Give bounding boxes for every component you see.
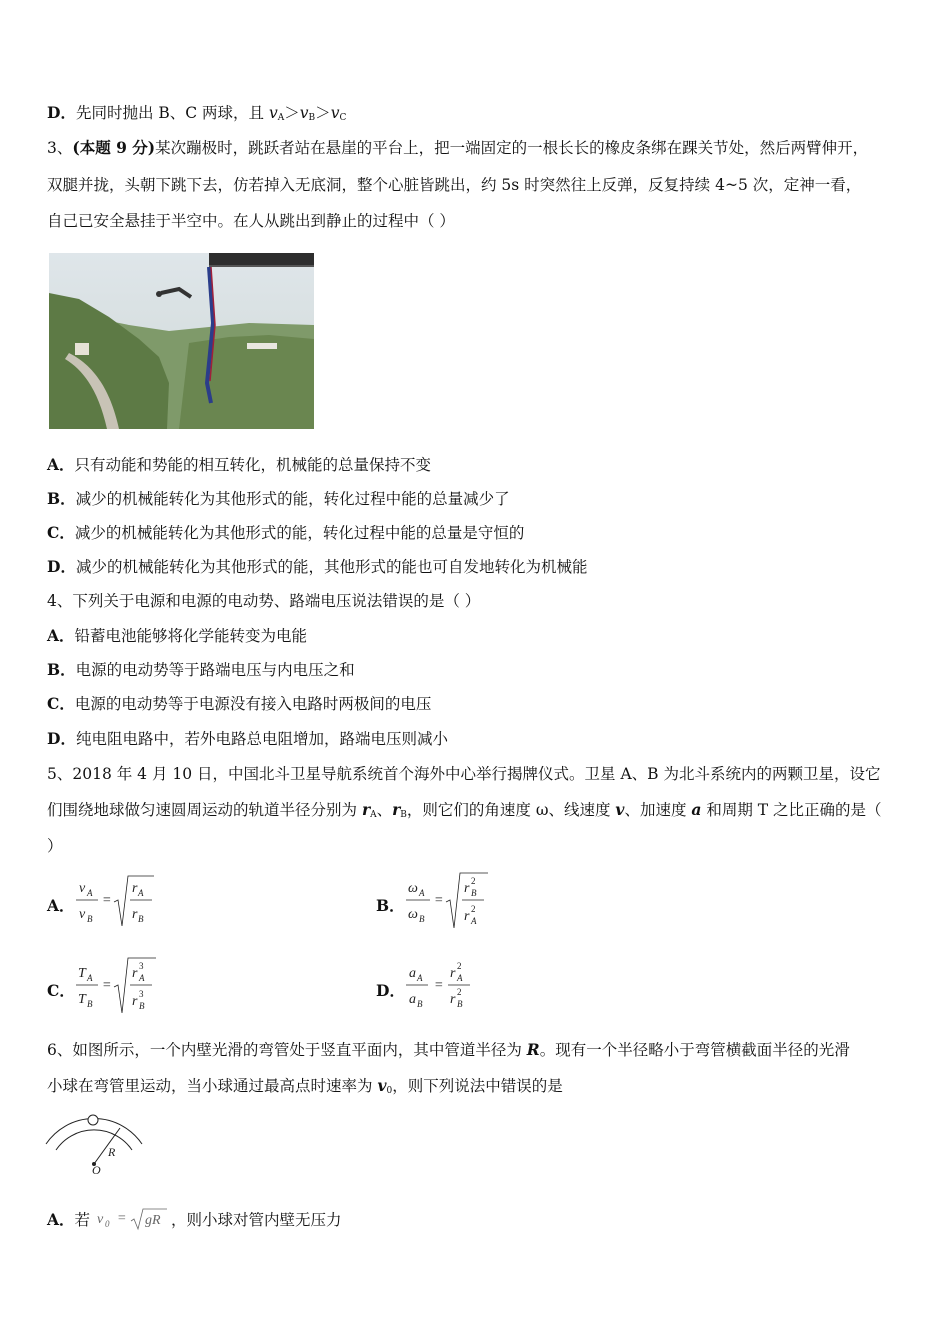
- svg-text:R: R: [108, 1145, 116, 1159]
- q3-option-b: B．减少的机械能转化为其他形式的能，转化过程中能的总量减少了: [47, 489, 510, 508]
- svg-text:A: A: [419, 888, 425, 898]
- q2-option-d: D．先同时抛出 B、C 两球，且 $v_A>v_B>v_C$: [47, 103, 347, 123]
- svg-text:A: A: [471, 916, 477, 926]
- svg-text:B: B: [417, 999, 423, 1009]
- svg-text:B: B: [457, 999, 463, 1009]
- q3-option-a: A．只有动能和势能的相互转化，机械能的总量保持不变: [47, 455, 432, 474]
- svg-text:B: B: [87, 914, 93, 924]
- svg-text:a: a: [409, 992, 416, 1007]
- svg-text:=: =: [102, 978, 112, 993]
- svg-text:3: 3: [139, 961, 144, 971]
- svg-text:r: r: [132, 907, 138, 922]
- svg-text:B: B: [419, 914, 425, 924]
- q3-option-c: C．减少的机械能转化为其他形式的能，转化过程中能的总量是守恒的: [47, 523, 525, 542]
- q3-stem-line2: 双腿并拢，头朝下跳下去，仿若掉入无底洞，整个心脏皆跳出，约 5s 时突然往上反弹，反复持续 4~5 次，定神一看，: [47, 176, 862, 194]
- q5-option-c-label: C．: [47, 981, 75, 1000]
- svg-text:r: r: [450, 966, 456, 981]
- ball: [88, 1115, 98, 1125]
- bungee-photo: [49, 253, 314, 429]
- svg-text:v: v: [79, 881, 86, 896]
- svg-text:2: 2: [471, 876, 476, 886]
- svg-text:B: B: [138, 914, 144, 924]
- svg-text:r: r: [132, 994, 138, 1009]
- svg-text:=: =: [102, 893, 112, 908]
- q6-option-a: A．若 v 0 = gR ，则小球对管内壁无压力: [47, 1207, 342, 1233]
- q3-stem-line1: 3、(本题 9 分)某次蹦极时，跳跃者站在悬崖的平台上，把一端固定的一根长长的橡皮条绑在踝关节处，然后两臂伸开，: [47, 138, 869, 157]
- q5-option-b-formula: [404, 870, 494, 932]
- svg-text:=: =: [434, 893, 444, 908]
- svg-text:B: B: [471, 888, 477, 898]
- q5-stem-line2: 们围绕地球做匀速圆周运动的轨道半径分别为 $r_A$、$r_B$，则它们的角速度 ω、线速度 v、加速度 a 和周期 T 之比正确的是（: [47, 800, 882, 820]
- svg-text:a: a: [409, 966, 416, 981]
- svg-text:B: B: [87, 999, 93, 1009]
- svg-text:A: A: [138, 888, 144, 898]
- svg-text:=: =: [116, 1211, 127, 1226]
- q5-option-a-label: A．: [47, 896, 75, 915]
- svg-text:T: T: [78, 992, 86, 1007]
- svg-text:r: r: [464, 881, 470, 896]
- svg-text:A: A: [87, 973, 93, 983]
- curved-tube-diagram: [42, 1110, 146, 1176]
- q4-option-d: D．纯电阻电路中，若外电路总电阻增加，路端电压则减小: [47, 729, 448, 748]
- svg-text:A: A: [87, 888, 93, 898]
- svg-text:2: 2: [457, 987, 462, 997]
- q5-option-d-label: D．: [376, 981, 405, 1000]
- q6-stem-line2: 小球在弯管里运动，当小球通过最高点时速率为 $v_0$，则下列说法中错误的是: [47, 1076, 563, 1096]
- svg-text:r: r: [132, 881, 138, 896]
- svg-text:O: O: [92, 1163, 101, 1176]
- q3-option-d: D．减少的机械能转化为其他形式的能，其他形式的能也可自发地转化为机械能: [47, 557, 588, 576]
- q4-option-c: C．电源的电动势等于电源没有接入电路时两极间的电压: [47, 694, 432, 713]
- q6-option-a-formula: [95, 1207, 171, 1233]
- svg-text:=: =: [434, 978, 444, 993]
- svg-text:T: T: [78, 966, 86, 981]
- svg-text:0: 0: [104, 1219, 110, 1229]
- option-label: D．: [47, 103, 76, 122]
- svg-text:3: 3: [139, 989, 144, 999]
- svg-text:v: v: [96, 1212, 104, 1227]
- svg-text:A: A: [417, 973, 423, 983]
- q5-stem-line1: 5、2018 年 4 月 10 日，中国北斗卫星导航系统首个海外中心举行揭牌仪式。卫星 A、B 为北斗系统内的两颗卫星，设它: [47, 765, 881, 783]
- option-text: 先同时抛出 B、C 两球，且: [75, 104, 269, 122]
- q5-option-a-formula: [74, 872, 164, 932]
- svg-text:2: 2: [457, 961, 462, 971]
- svg-text:A: A: [139, 973, 145, 983]
- svg-text:r: r: [464, 909, 470, 924]
- svg-text:B: B: [139, 1001, 145, 1011]
- q4-option-b: B．电源的电动势等于路端电压与内电压之和: [47, 660, 355, 679]
- svg-text:2: 2: [471, 904, 476, 914]
- q5-stem-line3: ）: [47, 837, 63, 855]
- svg-text:A: A: [457, 973, 463, 983]
- svg-text:r: r: [132, 966, 138, 981]
- q5-option-b-label: B．: [376, 896, 405, 915]
- q4-stem: 4、下列关于电源和电源的电动势、路端电压说法错误的是（ ）: [47, 592, 481, 610]
- svg-text:ω: ω: [408, 907, 418, 922]
- q5-option-c-formula: [74, 955, 164, 1017]
- q3-stem-line3: 自己已安全悬挂于半空中。在人从跳出到静止的过程中（ ）: [47, 212, 455, 230]
- q6-stem-line1: 6、如图所示，一个内壁光滑的弯管处于竖直平面内，其中管道半径为 R。现有一个半径略小于弯管横截面半径的光滑: [47, 1040, 850, 1059]
- svg-text:gR: gR: [144, 1213, 161, 1228]
- q5-option-d-formula: [404, 957, 484, 1017]
- svg-text:ω: ω: [408, 881, 418, 896]
- q4-option-a: A．铅蓄电池能够将化学能转变为电能: [47, 626, 308, 645]
- svg-text:r: r: [450, 992, 456, 1007]
- svg-text:v: v: [79, 907, 86, 922]
